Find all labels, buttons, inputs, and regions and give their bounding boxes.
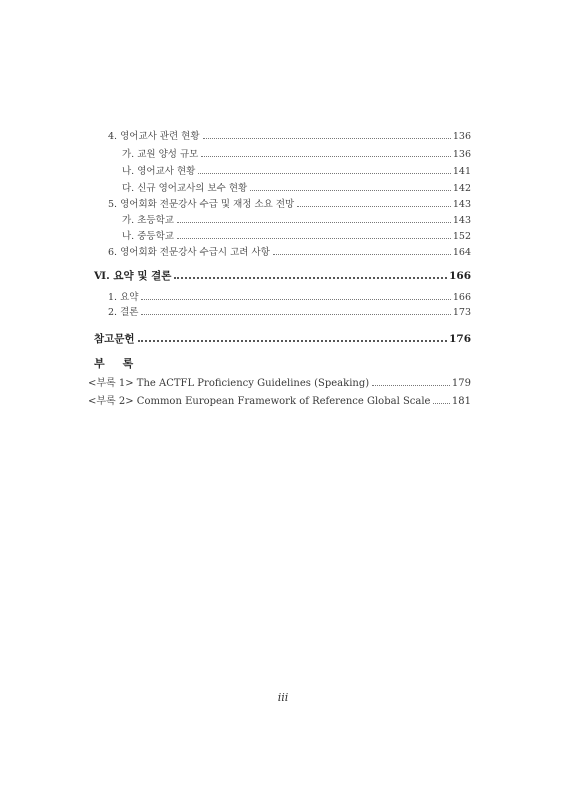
toc-entry-title: <부록 2> Common European Framework of Reference Global Scale: [88, 396, 431, 407]
toc-entry-title: 1. 요약: [108, 292, 139, 303]
toc-entry-page: 166: [452, 292, 471, 303]
dot-leader: [138, 339, 448, 342]
toc-entry-5b[interactable]: [122, 229, 471, 245]
toc-entry-page: 181: [451, 396, 471, 407]
toc-entry-page: 164: [452, 247, 471, 258]
toc-entry-page: 173: [452, 307, 471, 318]
page-number: iii: [277, 691, 289, 704]
toc-entry-title: 5. 영어회화 전문강사 수급 및 재정 소요 전망: [108, 199, 295, 210]
appendix-heading: [94, 355, 133, 371]
toc-entry-title: 6. 영어회화 전문강사 수급시 고려 사항: [108, 247, 270, 258]
dot-leader: [433, 402, 449, 404]
toc-entry-5[interactable]: [108, 197, 471, 213]
toc-entry-4a[interactable]: [122, 147, 471, 163]
toc-chapter-6[interactable]: [94, 268, 471, 284]
dot-leader: [174, 276, 447, 279]
toc-entry-title: <부록 1> The ACTFL Proficiency Guidelines (Speaking): [88, 378, 370, 389]
dot-leader: [201, 155, 451, 157]
toc-entry-page: 143: [452, 199, 471, 210]
appendix-heading-part1: 부: [94, 357, 105, 370]
dot-leader: [198, 172, 451, 174]
toc-entry-page: 141: [452, 166, 471, 177]
toc-entry-5a[interactable]: [122, 213, 471, 229]
toc-chapter-page: 176: [449, 333, 471, 345]
toc-entry-page: 143: [452, 215, 471, 226]
toc-entry-4c[interactable]: [122, 181, 471, 197]
toc-entry-title: 4. 영어교사 관련 현황: [108, 131, 200, 142]
dot-leader: [141, 313, 450, 315]
toc-entry-title: 나. 영어교사 현황: [122, 166, 196, 177]
dot-leader: [273, 253, 451, 255]
toc-entry-4[interactable]: [108, 129, 471, 145]
toc-entry-page: 136: [452, 149, 471, 160]
toc-entry-title: 2. 결론: [108, 307, 139, 318]
toc-entry-title: 다. 신규 영어교사의 보수 현황: [122, 183, 248, 194]
toc-entry-conclusion[interactable]: [108, 305, 471, 321]
toc-entry-title: 나. 중등학교: [122, 231, 174, 242]
dot-leader: [141, 298, 450, 300]
dot-leader: [177, 221, 451, 223]
toc-entry-page: 136: [452, 131, 471, 142]
dot-leader: [297, 205, 451, 207]
toc-appendix-2[interactable]: [88, 394, 471, 410]
dot-leader: [177, 237, 451, 239]
toc-entry-title: 가. 초등학교: [122, 215, 174, 226]
toc-chapter-title: Ⅵ. 요약 및 결론: [94, 270, 172, 282]
toc-chapter-title: 참고문헌: [94, 333, 135, 345]
appendix-heading-part2: 록: [122, 357, 134, 370]
dot-leader: [372, 384, 450, 386]
toc-chapter-page: 166: [449, 270, 471, 282]
toc-entry-page: 152: [452, 231, 471, 242]
toc-appendix-1[interactable]: [88, 376, 471, 392]
toc-entry-summary[interactable]: [108, 290, 471, 306]
toc-entry-page: 179: [451, 378, 471, 389]
toc-entry-page: 142: [452, 183, 471, 194]
toc-references[interactable]: [94, 331, 471, 347]
toc-entry-title: 가. 교원 양성 규모: [122, 149, 199, 160]
dot-leader: [203, 137, 451, 139]
toc-entry-4b[interactable]: [122, 164, 471, 180]
toc-entry-6[interactable]: [108, 245, 471, 261]
dot-leader: [250, 189, 451, 191]
